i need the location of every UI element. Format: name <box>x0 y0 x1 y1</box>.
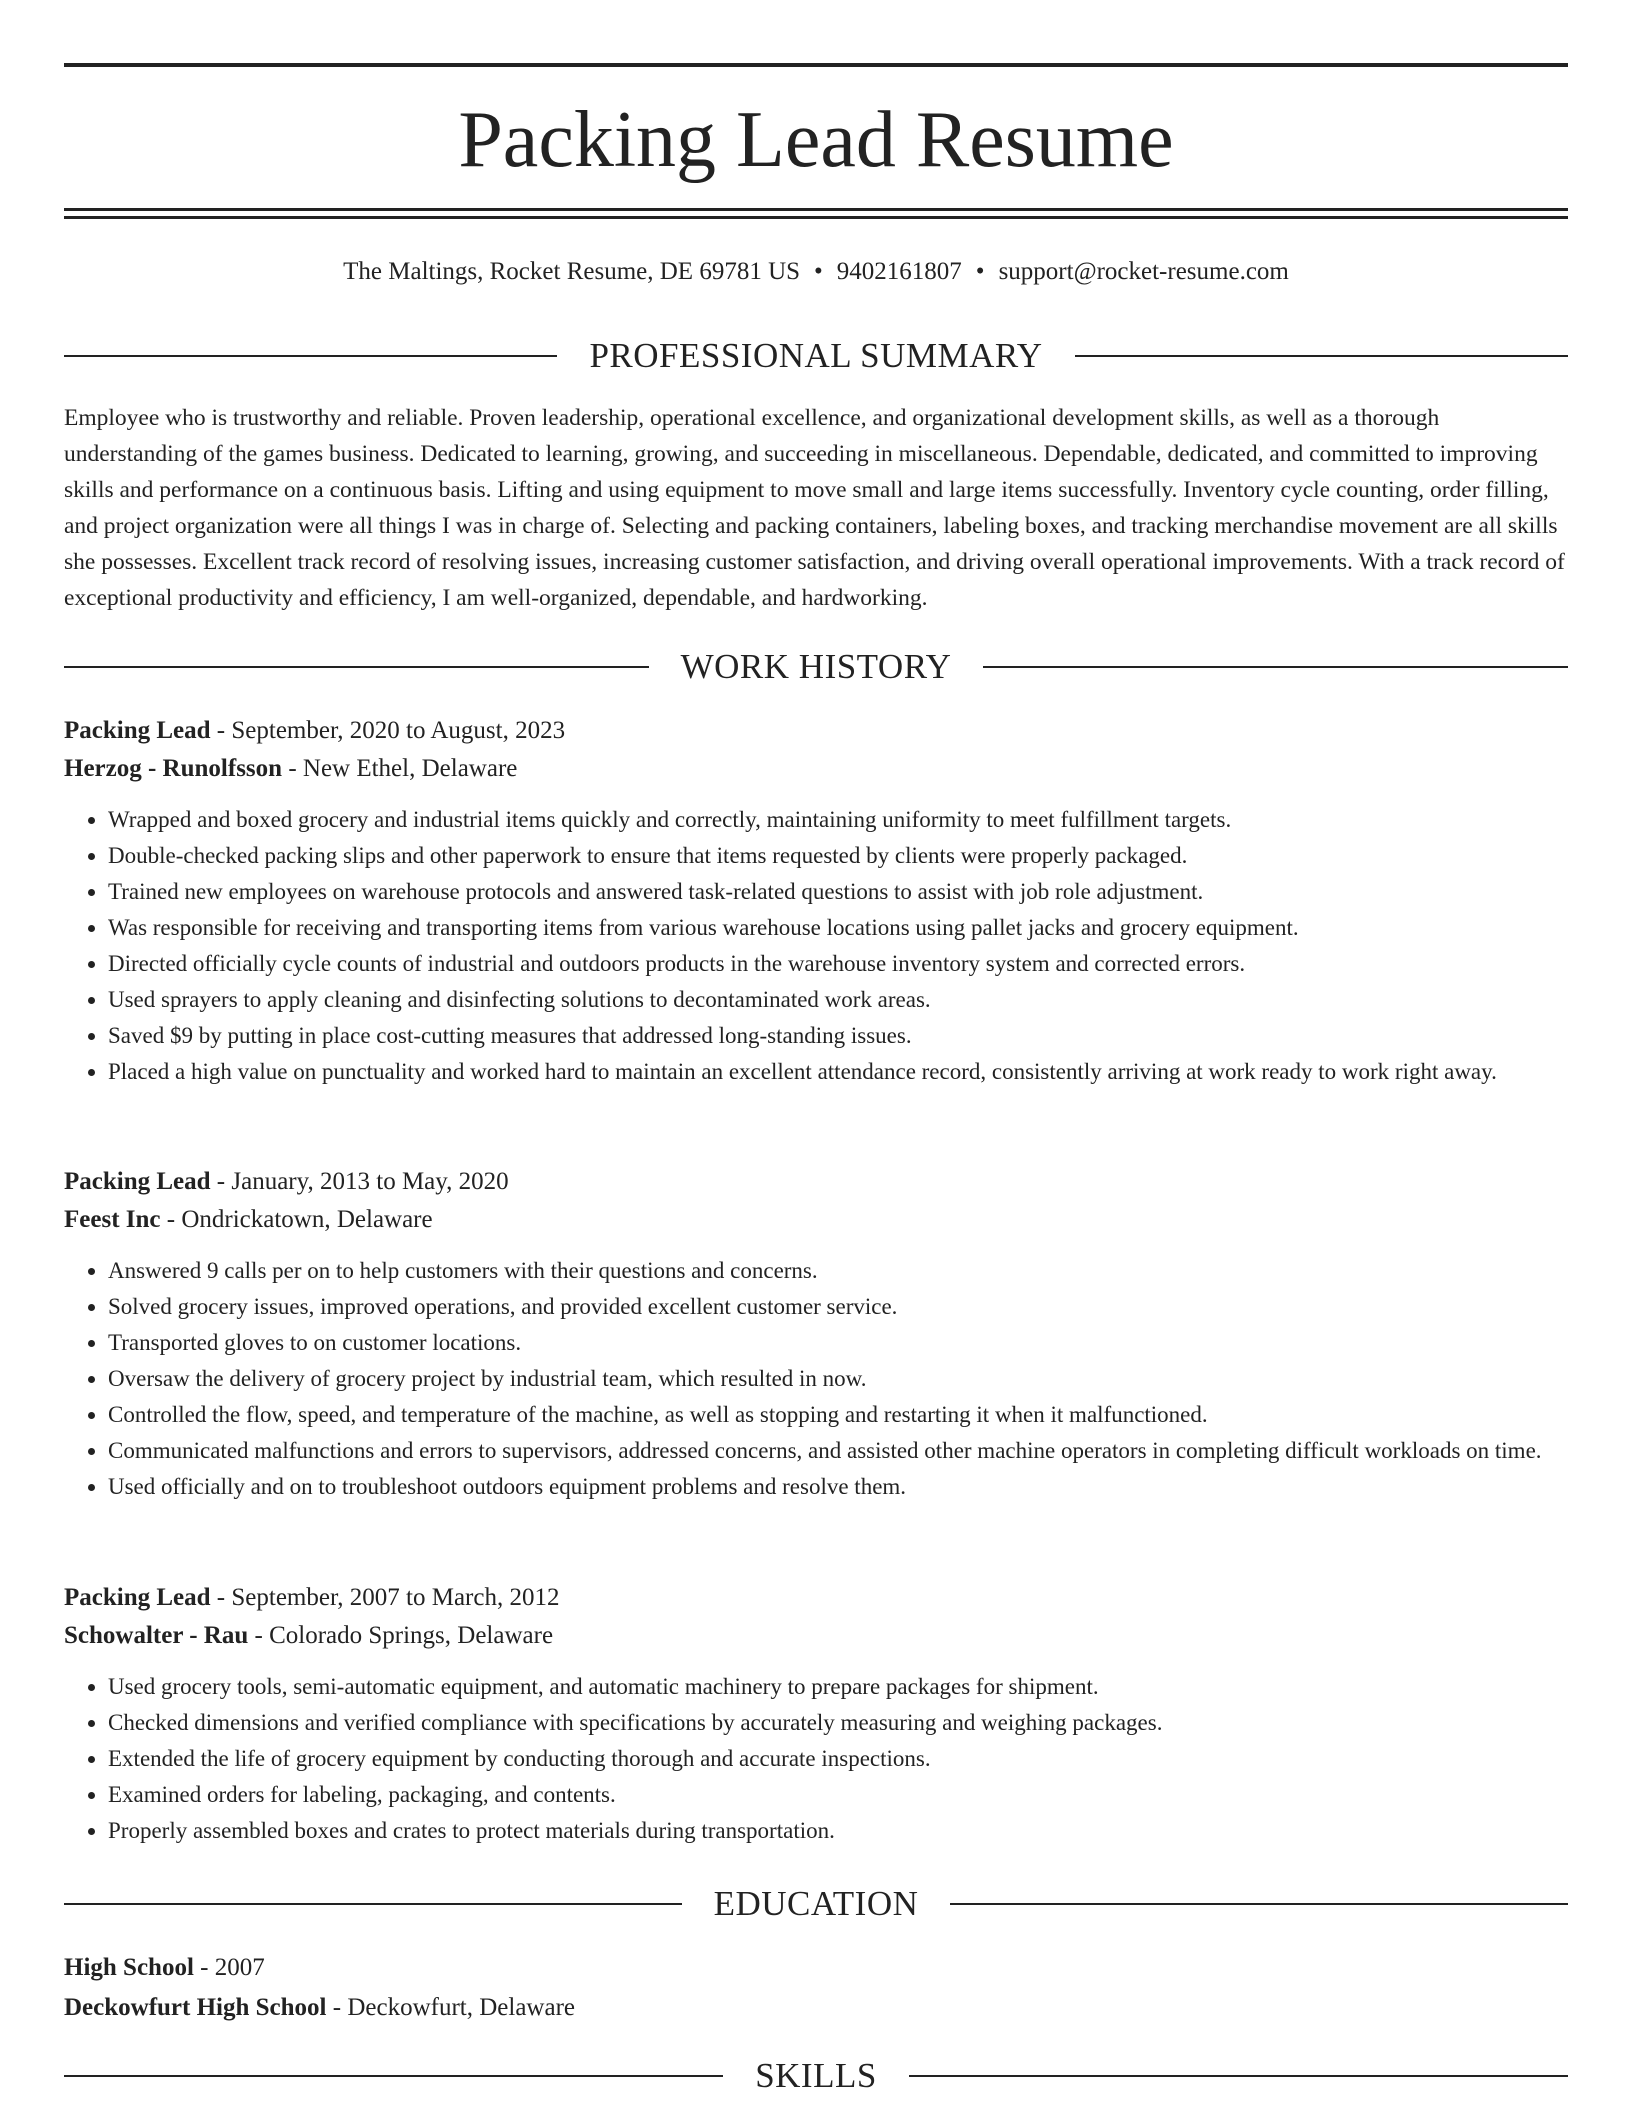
education-degree-row <box>64 1948 1568 1988</box>
heading-rule <box>1075 355 1568 357</box>
list-item: • Double-checked packing slips and other paperwork to ensure that items requested by clients were properly packaged. <box>108 838 1568 874</box>
heading-rule <box>64 666 649 668</box>
list-item: • Transported gloves to on customer locations. <box>108 1325 1568 1361</box>
work-history-heading <box>64 645 1568 689</box>
job-entry-3 <box>64 1579 1568 1849</box>
contact-line <box>64 254 1568 290</box>
heading-rule <box>64 1903 682 1905</box>
education-location: - Deckowfurt, Delaware <box>326 1994 575 2021</box>
list-item: • Extended the life of grocery equipment by conducting thorough and accurate inspections. <box>108 1741 1568 1777</box>
education-entry <box>64 1948 1568 2028</box>
list-item: • Examined orders for labeling, packaging, and contents. <box>108 1777 1568 1813</box>
contact-address: The Maltings, Rocket Resume, DE 69781 US <box>343 258 801 285</box>
summary-heading <box>64 334 1568 378</box>
list-item: • Controlled the flow, speed, and temperature of the machine, as well as stopping and restarting it when it malfunctioned. <box>108 1397 1568 1433</box>
list-item: • Trained new employees on warehouse protocols and answered task-related questions to assist with job role adjustment. <box>108 874 1568 910</box>
job-title: Packing Lead <box>64 1168 211 1195</box>
contact-phone: 9402161807 <box>836 258 962 285</box>
education-school-row <box>64 1988 1568 2028</box>
skills-heading <box>64 2054 1568 2098</box>
job-dates: - January, 2013 to May, 2020 <box>210 1168 509 1195</box>
list-item: • Checked dimensions and verified compliance with specifications by accurately measuring and weighing packages. <box>108 1705 1568 1741</box>
job-company-row <box>64 1617 1568 1655</box>
heading-rule <box>64 2075 723 2077</box>
list-item: • Directed officially cycle counts of industrial and outdoors products in the warehouse inventory system and corrected errors. <box>108 946 1568 982</box>
job-title-row <box>64 712 1568 750</box>
education-heading-label: EDUCATION <box>713 1884 919 1923</box>
job-title: Packing Lead <box>64 1584 211 1611</box>
list-item: • Was responsible for receiving and transporting items from various warehouse locations using pallet jacks and grocery equipment. <box>108 910 1568 946</box>
work-history-heading-label: WORK HISTORY <box>680 647 952 686</box>
list-item: • Used officially and on to troubleshoot outdoors equipment problems and resolve them. <box>108 1469 1568 1505</box>
contact-separator: • <box>975 258 985 285</box>
education-school: Deckowfurt High School <box>64 1994 327 2021</box>
job-entry-1 <box>64 712 1568 1090</box>
summary-heading-label: PROFESSIONAL SUMMARY <box>589 336 1043 375</box>
job-dates: - September, 2007 to March, 2012 <box>210 1584 560 1611</box>
list-item: • Used grocery tools, semi-automatic equipment, and automatic machinery to prepare packages for shipment. <box>108 1669 1568 1705</box>
job-location: - Ondrickatown, Delaware <box>160 1206 433 1233</box>
job-company: Feest Inc <box>64 1206 161 1233</box>
list-item: • Wrapped and boxed grocery and industrial items quickly and correctly, maintaining uniformity to meet fulfillment targets. <box>108 802 1568 838</box>
job-entry-2 <box>64 1163 1568 1505</box>
job-company-row <box>64 750 1568 788</box>
job-bullets <box>64 802 1568 1090</box>
skills-heading-label: SKILLS <box>755 2056 877 2095</box>
education-heading <box>64 1882 1568 1926</box>
education-year: - 2007 <box>193 1954 265 1981</box>
job-company: Herzog - Runolfsson <box>64 755 283 782</box>
job-title: Packing Lead <box>64 717 211 744</box>
heading-rule <box>909 2075 1568 2077</box>
heading-rule <box>983 666 1568 668</box>
heading-rule <box>950 1903 1568 1905</box>
list-item: • Solved grocery issues, improved operations, and provided excellent customer service. <box>108 1289 1568 1325</box>
heading-rule <box>64 355 557 357</box>
job-bullets <box>64 1669 1568 1849</box>
job-location: - Colorado Springs, Delaware <box>248 1622 554 1649</box>
contact-separator: • <box>814 258 823 285</box>
list-item: • Placed a high value on punctuality and worked hard to maintain an excellent attendance record, consistently arriving at work ready to work right away. <box>108 1054 1568 1090</box>
top-rule <box>64 63 1568 67</box>
list-item: • Properly assembled boxes and crates to protect materials during transportation. <box>108 1813 1568 1849</box>
job-title-row <box>64 1579 1568 1617</box>
list-item: • Oversaw the delivery of grocery project by industrial team, which resulted in now. <box>108 1361 1568 1397</box>
list-item: • Saved $9 by putting in place cost-cutting measures that addressed long-standing issues. <box>108 1018 1568 1054</box>
title-rule-upper <box>64 208 1568 211</box>
job-bullets <box>64 1253 1568 1505</box>
list-item: • Answered 9 calls per on to help customers with their questions and concerns. <box>108 1253 1568 1289</box>
job-title-row <box>64 1163 1568 1201</box>
list-item: • Used sprayers to apply cleaning and disinfecting solutions to decontaminated work areas. <box>108 982 1568 1018</box>
professional-summary: Employee who is trustworthy and reliable. Proven leadership, operational excellence, and organizational development skills, as well as a thorough understanding of the games business. Dedicated to learning, growing, and succeeding in miscellaneous. Dependable, dedicated, and committed to improving skills and performance on a continuous basis. Lifting and using equipment to move small and large items successfully. Inventory cycle counting, order filling, and project organization were all things I was in charge of. Selecting and packing containers, labeling boxes, and tracking merchandise movement are all skills she possesses. Excellent track record of resolving issues, increasing customer satisfaction, and driving overall operational improvements. With a track record of exceptional productivity and efficiency, I am well-organized, dependable, and hardworking. <box>64 405 1565 611</box>
job-location: - New Ethel, Delaware <box>282 755 518 782</box>
job-company: Schowalter - Rau <box>64 1622 249 1649</box>
title-rule-lower <box>64 216 1568 219</box>
list-item: • Communicated malfunctions and errors to supervisors, addressed concerns, and assisted other machine operators in completing difficult workloads on time. <box>108 1433 1568 1469</box>
job-dates: - September, 2020 to August, 2023 <box>210 717 566 744</box>
education-degree: High School <box>64 1954 194 1981</box>
contact-email: support@rocket-resume.com <box>998 258 1289 285</box>
resume-title: Packing Lead Resume <box>458 96 1174 184</box>
job-company-row <box>64 1201 1568 1239</box>
